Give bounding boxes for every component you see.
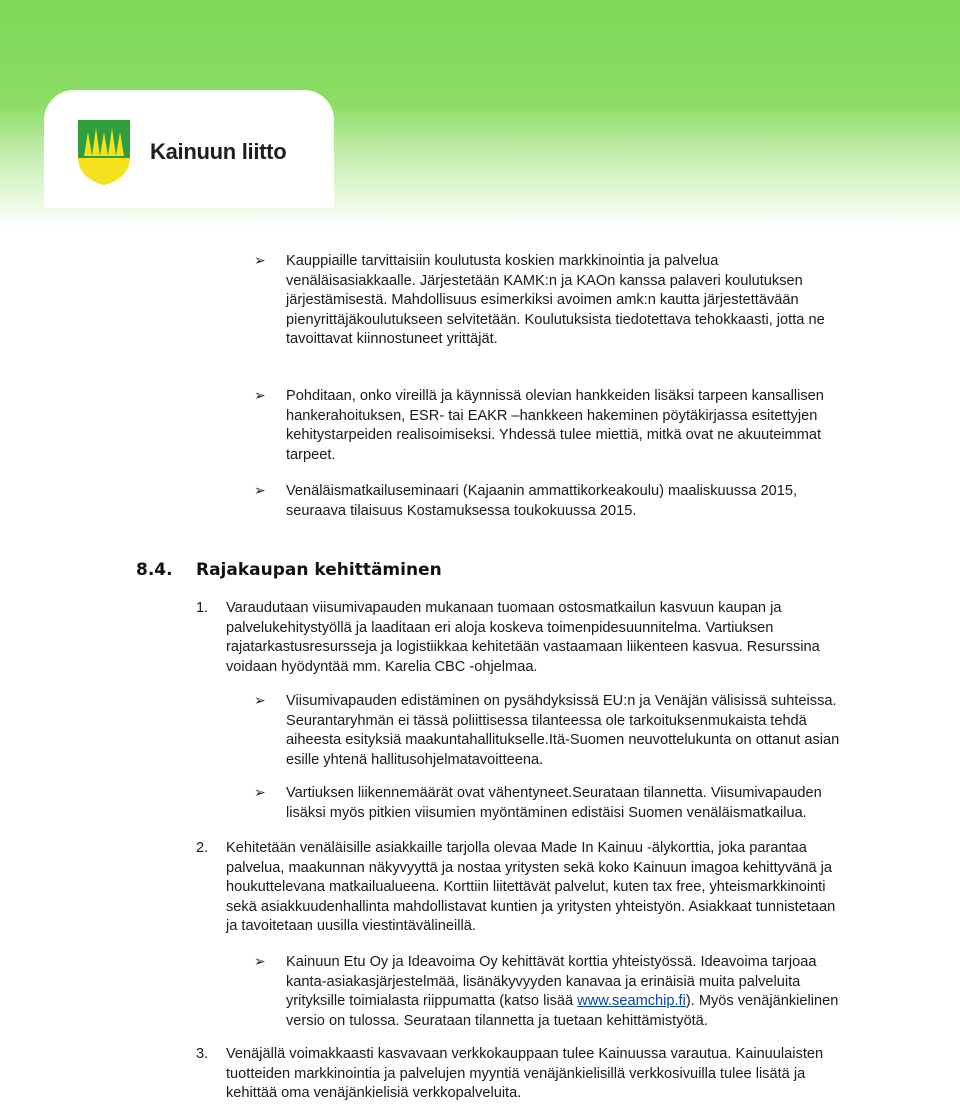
bullet-arrow-icon: ➢: [254, 483, 266, 499]
bullet-arrow-icon: ➢: [254, 693, 266, 709]
list-item: Vartiuksen liikennemäärät ovat vähentyneet.Seurataan tilannetta. Viisumivapauden lisäksi myös pitkien viisumien myöntäminen edistäisi Suomen venäläismatkailua.: [286, 785, 822, 821]
section-title: Rajakaupan kehittäminen: [196, 560, 442, 580]
bullet-arrow-icon: ➢: [254, 388, 266, 404]
section-heading: [136, 560, 442, 580]
bullet-arrow-icon: ➢: [254, 253, 266, 269]
list-item: Viisumivapauden edistäminen on pysähdyksissä EU:n ja Venäjän välisissä suhteissa. Seurantaryhmän ei tässä poliittisessa tilanteessa ole tarkoituksenmukaista tehdä aiheesta esityksiä maakuntahallitukselle.Itä-Suomen neuvottelukunta on ottanut asian esille yhtenä hallitusohjelmatavoitteena.: [286, 693, 840, 768]
bullet-arrow-icon: ➢: [254, 785, 266, 801]
bullet-arrow-icon: ➢: [254, 954, 266, 970]
list-item: Venäläismatkailuseminaari (Kajaanin ammattikorkeakoulu) maaliskuussa 2015, seuraava tilaisuus Kostamuksessa toukokuussa 2015.: [286, 483, 798, 519]
seamchip-link[interactable]: www.seamchip.fi: [577, 993, 686, 1010]
list-item: Kehitetään venäläisille asiakkaille tarjolla olevaa Made In Kainuu -älykorttia, joka parantaa palvelua, maakunnan näkyvyyttä ja nostaa yritysten sekä koko Kainuun imagoa kehittyvänä ja houkuttelevana matkailualueena. Korttiin liitettävät palvelut, kuten tax free, yhteismarkkinointi sekä asiakkuudenhallinta mahdollistavat kuntien ja yritysten yhteistyön. Asiakkaat tunnistetaan ja tavoitetaan uusilla viestintävälineillä.: [226, 840, 836, 935]
item-number: 1.: [196, 600, 209, 616]
brand-name: Kainuun liitto: [150, 139, 287, 164]
list-item: Venäjällä voimakkaasti kasvavaan verkkokauppaan tulee Kainuussa varautua. Kainuulaisten tuotteiden markkinointia ja palvelujen myyntiä venäjänkielisillä verkkosivuilla tulee lisätä ja kehittää oma venäjänkielisiä verkkopalveluita.: [226, 1046, 824, 1102]
list-item: Kainuun Etu Oy ja Ideavoima Oy kehittävät korttia yhteistyössä. Ideavoima tarjoaa kanta-asiakasjärjestelmää, lisänäkyvyyden kanavaa ja erinäisiä muita palveluita yrityksille toimialasta riippumatta (katso lisää www.seamchip.fi). Myös venäjänkielinen versio on tulossa. Seurataan tilannetta ja tuetaan kehittämistyötä.: [286, 954, 839, 1029]
list-item: Varaudutaan viisumivapauden mukanaan tuomaan ostosmatkailun kasvuun kaupan ja palvelukehitystyöllä ja laaditaan eri aloja koskeva toimenpidesuunnitelma. Vartiuksen rajatarkastusresursseja ja logistiikkaa kehitetään vastaamaan liikenteen kasvua. Resurssina voidaan hyödyntää mm. Karelia CBC -ohjelmaa.: [226, 600, 820, 675]
section-number: 8.4.: [136, 560, 173, 580]
item-number: 2.: [196, 840, 209, 856]
list-item: Kauppiaille tarvittaisiin koulutusta koskien markkinointia ja palvelua venäläisasiakkaalle. Järjestetään KAMK:n ja KAOn kanssa palaveri koulutuksen järjestämisestä. Mahdollisuus esimerkiksi avoimen amk:n kautta järjestettävään pienyrittäjäkoulutukseen selvitetään. Koulutuksista tiedotettava tehokkaasti, jotta ne tavoittavat kiinnostuneet yrittäjät.: [286, 253, 825, 348]
coat-of-arms-icon: [76, 118, 132, 186]
item-number: 3.: [196, 1046, 209, 1062]
list-item: Pohditaan, onko vireillä ja käynnissä olevian hankkeiden lisäksi tarpeen kansallisen hankerahoituksen, ESR- tai EAKR –hankkeen hakeminen pöytäkirjassa esitettyjen kehitystarpeiden realisoimiseksi. Yhdessä tulee miettiä, mitkä ovat ne akuuteimmat tarpeet.: [286, 388, 824, 463]
